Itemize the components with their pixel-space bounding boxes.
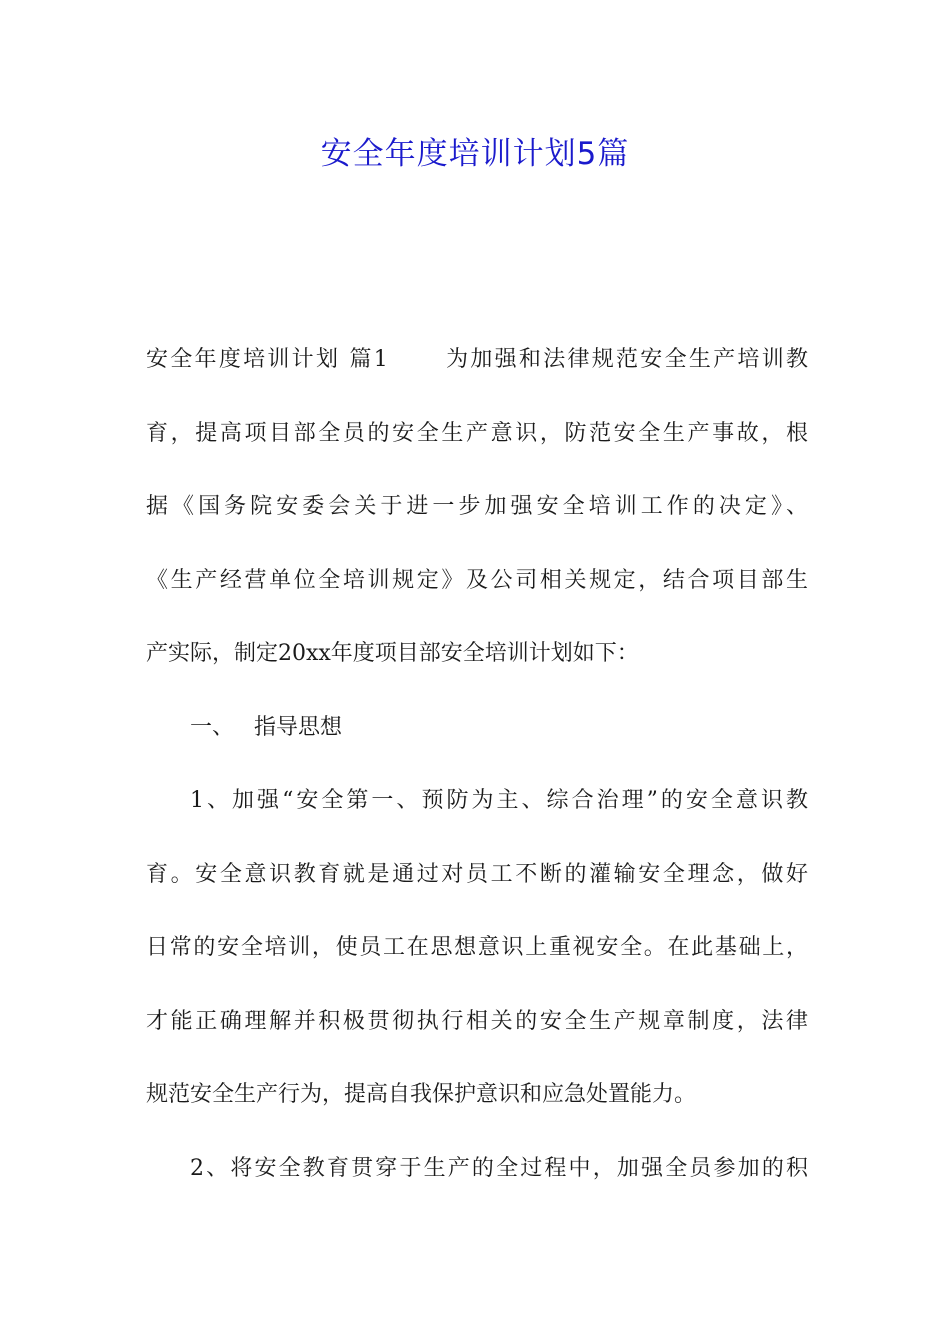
- section-heading-text: 指导思想: [254, 714, 343, 740]
- intro-line-3: 据《国务院安委会关于进一步加强安全培训工作的决定》、: [146, 494, 808, 519]
- section-heading-number: 一、: [190, 714, 235, 740]
- section-heading-1: [146, 708, 808, 782]
- intro-line-4: 《生产经营单位全培训规定》及公司相关规定，结合项目部生: [146, 567, 808, 593]
- intro-line-1-text: 为加强和法律规范安全生产培训教: [443, 347, 808, 372]
- intro-line-2: 育，提高项目部全员的安全生产意识，防范安全生产事故，根: [146, 420, 808, 446]
- document-title: 安全年度培训计划5篇: [320, 136, 630, 172]
- section-label: 安全年度培训计划 篇1: [146, 347, 388, 372]
- para2-line-1: 2、将安全教育贯穿于生产的全过程中，加强全员参加的积: [190, 1155, 808, 1181]
- para1-line-1: 1、加强“安全第一、预防为主、综合治理”的安全意识教: [190, 788, 808, 813]
- intro-line-5: 产实际，制定20xx年度项目部安全培训计划如下：: [146, 641, 639, 666]
- para1-line-2: 育。安全意识教育就是通过对员工不断的灌输安全理念，做好: [146, 861, 808, 887]
- para1-line-3: 日常的安全培训，使员工在思想意识上重视安全。在此基础上，: [146, 935, 808, 960]
- para1-line-4: 才能正确理解并积极贯彻执行相关的安全生产规章制度，法律: [146, 1008, 808, 1034]
- para1-line-5: 规范安全生产行为，提高自我保护意识和应急处置能力。: [146, 1082, 697, 1107]
- document-body: [146, 340, 808, 1222]
- intro-line-1: [146, 340, 808, 414]
